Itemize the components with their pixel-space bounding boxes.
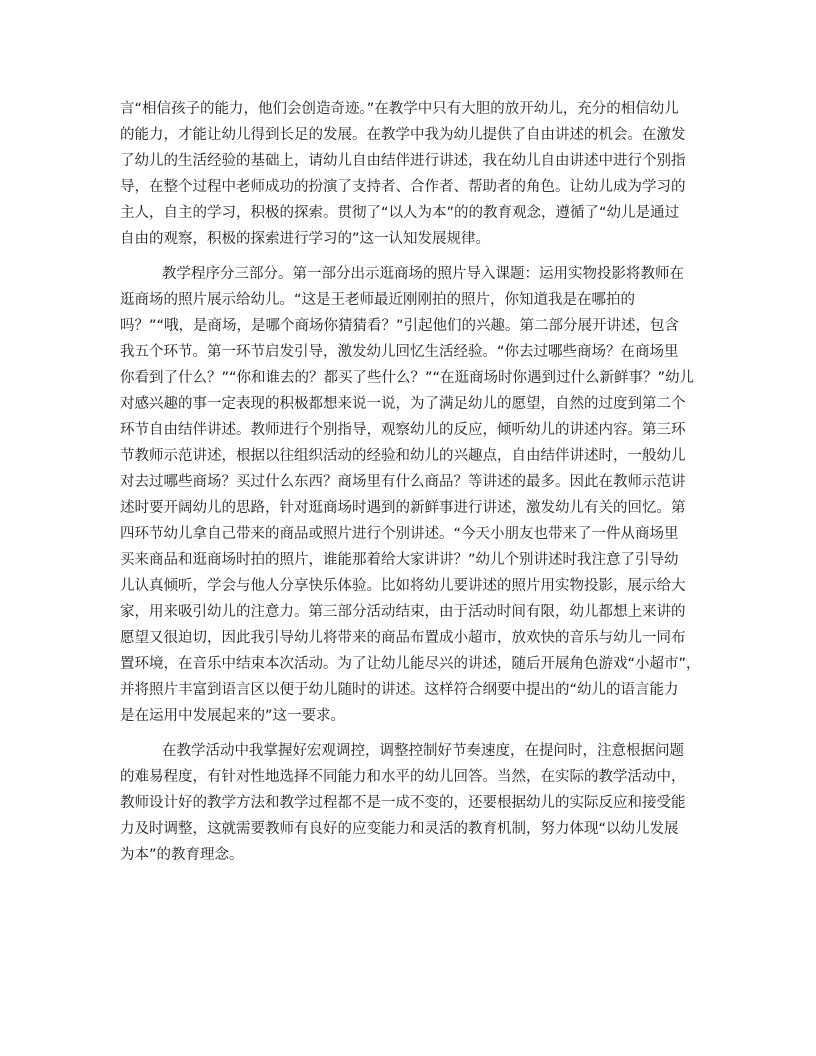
text-line: 述时要开阔幼儿的思路，针对逛商场时遇到的新鲜事进行讲述，激发幼儿有关的回忆。第	[120, 500, 686, 516]
text-line: 的能力，才能让幼儿得到长足的发展。在教学中我为幼儿提供了自由讲述的机会。在激发	[120, 127, 686, 143]
text-line: 并将照片丰富到语言区以便于幼儿随时的讲述。这样符合纲要中提出的“幼儿的语言能力	[120, 682, 679, 698]
text-line: 节教师示范讲述，根据以往组织活动的经验和幼儿的兴趣点，自由结伴讲述时，一般幼儿	[120, 448, 686, 464]
text-line: 教学程序分三部分。第一部分出示逛商场的照片导入课题：运用实物投影将教师在	[162, 266, 684, 282]
text-line: 力及时调整，这就需要教师有良好的应变能力和灵活的教育机制，努力体现“以幼儿发展	[120, 821, 679, 837]
text-line: 吗？”“哦，是商场，是哪个商场你猜猜看？”引起他们的兴趣。第二部分展开讲述，包含	[120, 318, 680, 334]
paragraph-1	[120, 96, 696, 252]
text-line: 在教学活动中我掌握好宏观调控，调整控制好节奏速度，在提问时，注意根据问题	[162, 743, 684, 759]
text-line: 我五个环节。第一环节启发引导，激发幼儿回忆生活经验。“你去过哪些商场？在商场里	[120, 344, 679, 360]
text-line: 的难易程度，有针对性地选择不同能力和水平的幼儿回答。当然，在实际的教学活动中，	[120, 769, 686, 785]
text-line: 你看到了什么？”“你和谁去的？都买了些什么？”“在逛商场时你遇到过什么新鲜事？”幼儿	[120, 370, 695, 386]
text-line: 导，在整个过程中老师成功的扮演了支持者、合作者、帮助者的角色。让幼儿成为学习的	[120, 179, 686, 195]
text-line: 主人，自主的学习，积极的探索。贯彻了“以人为本”的的教育观念，遵循了“幼儿是通过	[120, 205, 680, 221]
text-line: 对去过哪些商场？买过什么东西？商场里有什么商品？等讲述的最多。因此在教师示范讲	[120, 474, 686, 490]
paragraph-3	[120, 738, 696, 868]
text-line: 家，用来吸引幼儿的注意力。第三部分活动结束，由于活动时间有限，幼儿都想上来讲的	[120, 604, 686, 620]
document-body	[120, 96, 701, 868]
text-line: 是在运用中发展起来的”这一要求。	[120, 708, 346, 724]
text-line: 为本”的教育理念。	[120, 847, 244, 863]
text-line: 环节自由结伴讲述。教师进行个别指导，观察幼儿的反应，倾听幼儿的讲述内容。第三环	[120, 422, 686, 438]
text-line: 教师设计好的教学方法和教学过程都不是一成不变的，还要根据幼儿的实际反应和接受能	[120, 795, 686, 811]
text-line: 愿望又很迫切，因此我引导幼儿将带来的商品布置成小超市，放欢快的音乐与幼儿一同布	[120, 630, 686, 646]
text-line: 言“相信孩子的能力，他们会创造奇迹。”在教学中只有大胆的放开幼儿，充分的相信幼儿	[120, 101, 679, 117]
text-line: 了幼儿的生活经验的基础上，请幼儿自由结伴进行讲述，我在幼儿自由讲述中进行个别指	[120, 153, 686, 169]
text-line: 自由的观察，积极的探索进行学习的”这一认知发展规律。	[120, 231, 491, 247]
text-line: 逛商场的照片展示给幼儿。“这是王老师最近刚刚拍的照片，你知道我是在哪拍的	[120, 292, 636, 308]
text-line: 四环节幼儿拿自己带来的商品或照片进行个别讲述。“今天小朋友也带来了一件从商场里	[120, 526, 679, 542]
text-line: 儿认真倾听，学会与他人分享快乐体验。比如将幼儿要讲述的照片用实物投影，展示给大	[120, 578, 686, 594]
text-line: 对感兴趣的事一定表现的积极都想来说一说，为了满足幼儿的愿望，自然的过度到第二个	[120, 396, 686, 412]
paragraph-2	[120, 261, 701, 729]
text-line: 置环境，在音乐中结束本次活动。为了让幼儿能尽兴的讲述，随后开展角色游戏“小超市”，	[120, 656, 701, 672]
text-line: 买来商品和逛商场时拍的照片，谁能那着给大家讲讲？”幼儿个别讲述时我注意了引导幼	[120, 552, 679, 568]
